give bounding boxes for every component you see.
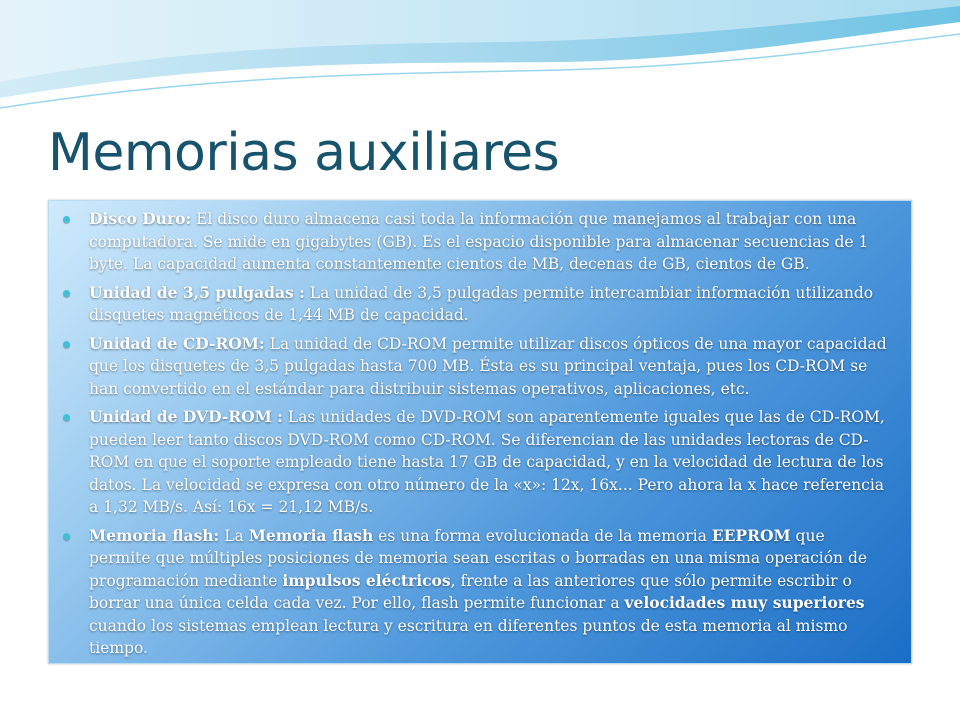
bullet-text: La unidad de 3,5 pulgadas permite intercambiar información utilizando disquetes magnéticos de 1,44 MB de capacidad. (89, 283, 874, 324)
bullet-dot-icon (63, 414, 70, 421)
bullet-text: La unidad de CD-ROM permite utilizar discos ópticos de una mayor capacidad que los disquetes de 3,5 pulgadas hasta 700 MB. Ésta es su principal ventaja, pues los CD-ROM se han convertido en el estándar para distribuir sistemas operativos, aplicaciones, etc. (89, 334, 887, 398)
bullet-dvd-rom (89, 406, 887, 519)
bullet-text: que permite que múltiples posiciones de memoria sean escritas o borradas en una misma operación de programación mediante (89, 526, 868, 590)
bullet-emphasis: EEPROM (711, 525, 791, 545)
bullet-emphasis: velocidades muy superiores (624, 593, 865, 612)
bullet-heading: Memoria flash: (89, 525, 220, 545)
bullet-dot-icon (63, 216, 70, 223)
bullet-unidad-3-5 (89, 282, 887, 327)
bullet-emphasis: Memoria flash (248, 525, 374, 545)
bullet-heading: Disco Duro: (89, 209, 192, 228)
bullet-heading: Unidad de DVD-ROM : (89, 407, 283, 426)
decorative-wave-header (0, 0, 960, 120)
bullet-text: Las unidades de DVD-ROM son aparentemente iguales que las de CD-ROM, pueden leer tanto discos DVD-ROM como CD-ROM. Se diferencian de las unidades lectoras de CD-ROM en que el soporte empleado tiene hasta 17 GB de capacidad, y en la velocidad de lectura de los datos. La velocidad se expresa con otro número de la «x»: 12x, 16x... Pero ahora la x hace referencia a 1,32 MB/s. Así: 16x = 21,12 MB/s. (89, 408, 885, 516)
bullet-cd-rom (89, 333, 887, 401)
bullet-memoria-flash (89, 525, 887, 660)
bullet-heading: Unidad de 3,5 pulgadas : (89, 282, 305, 302)
bullet-dot-icon (63, 341, 70, 348)
bullet-text: cuando los sistemas emplean lectura y escritura en diferentes puntos de esta memoria al mismo tiempo. (89, 616, 848, 657)
slide-title: Memorias auxiliares (48, 123, 560, 183)
bullet-emphasis: impulsos eléctricos (282, 570, 451, 590)
bullet-text: El disco duro almacena casi toda la información que manejamos al trabajar con una computadora. Se mide en gigabytes (GB). Es el espacio disponible para almacenar secuencias de 1 byte. La capacidad aumenta constantemente cientos de MB, decenas de GB, cientos de GB. (89, 210, 869, 273)
bullet-heading: Unidad de CD-ROM: (89, 333, 265, 353)
bullet-list (89, 208, 887, 660)
bullet-disco-duro (89, 208, 887, 276)
bullet-dot-icon (63, 533, 70, 540)
bullet-text: es una forma evolucionada de la memoria (373, 526, 712, 545)
content-box (48, 200, 912, 664)
bullet-text: , frente a las anteriores que sólo permite escribir o borrar una única celda cada vez. Por ello, flash permite funcionar a (89, 571, 852, 612)
bullet-dot-icon (63, 290, 70, 297)
bullet-text: La (219, 526, 249, 545)
